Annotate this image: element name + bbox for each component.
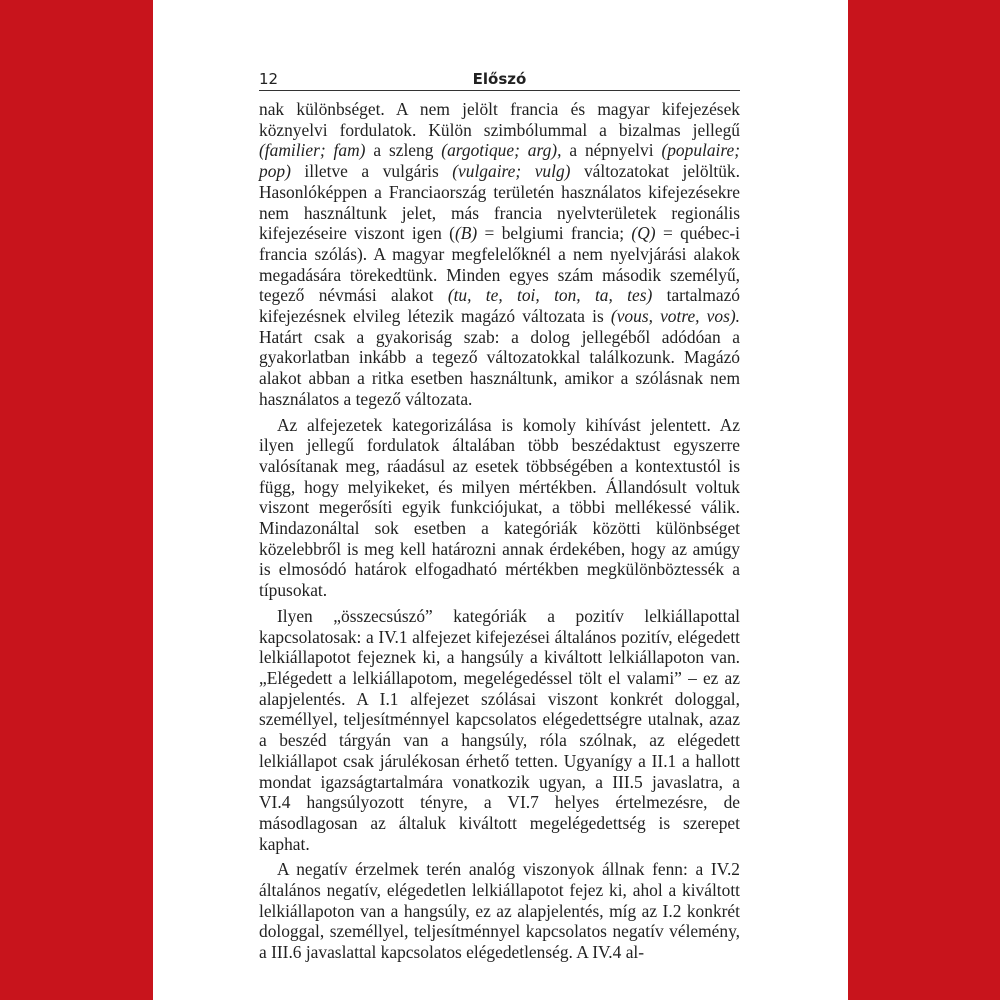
text-run: illetve a vulgáris	[290, 161, 453, 182]
right-red-band	[848, 0, 1000, 1000]
text-run: a szleng	[365, 140, 442, 161]
text-run: Ilyen „összecsúszó” kategóriák a pozitív lelkiállapottal kapcsolatosak: a IV.1 alfejezet kifejezései általános pozitív, elégedett lelkiállapotot fejeznek ki, a hangsúly a kiváltott lelkiállapoton van. „Elégedett a lelkiállapotom, megelégedéssel tölt el valami” – ez az alapjelentés. A I.1 alfejezet szólásai viszont konkrét dologgal, személlyel, teljesítménnyel kapcsolatos elégedettségre utalnak, azaz a beszéd tárgyán van a hangsúly, róla szólnak, az elégedett lelkiállapot csak járulékosan érhető tetten. Ugyanígy a II.1 a hallott mondat igazságtartalmára vonatkozik ugyan, a III.5 javaslatra, a VI.4 hangsúlyozott tényre, a VI.7 helyes értelmezésre, de másodlagosan az általuk kiváltott megelégedettség is szerepet kaphat.	[259, 605, 740, 854]
text-run: A negatív érzelmek terén analóg viszonyok állnak fenn: a IV.2 általános negatív, elégedetlen lelkiállapotot fejez ki, ahol a kiváltott lelkiállapoton van a hangsúly, ez az alapjelentés, míg az I.2 konkrét dologgal, személlyel, teljesítménnyel kapcsolatos negatív vélemény, a III.6 javaslattal kapcsolatos elégedetlenség. A IV.4 al-	[259, 859, 740, 963]
text-run: nak különbséget. A nem jelölt francia és magyar kifejezések köznyelvi fordulatok. Külön szimbólummal a bizalmas jellegű	[259, 99, 740, 140]
running-title: Előszó	[472, 70, 527, 88]
text-run: a népnyelvi	[561, 140, 662, 161]
paragraph-3	[259, 606, 740, 854]
text-run: = belgiumi francia;	[477, 223, 632, 244]
italic-text-run: (populaire; pop)	[259, 140, 741, 182]
italic-text-run: (argotique; arg),	[441, 140, 562, 161]
paragraph-2	[259, 415, 740, 601]
page-header	[259, 64, 740, 91]
italic-text-run: (Q)	[631, 223, 656, 244]
paragraph-1	[259, 99, 740, 410]
italic-text-run: (familier; fam)	[259, 140, 366, 161]
italic-text-run: (vous, votre, vos).	[610, 306, 740, 327]
text-run: = québec-i francia szólás). A magyar megfelelőknél a nem nyelvjárási alakok megadására törekedtünk. Minden egyes szám második személyű, tegező névmási alakot	[259, 223, 740, 306]
paragraph-4	[259, 859, 740, 963]
text-run: Határt csak a gyakoriság szab: a dolog jellegéből adódóan a gyakorlatban inkább a tegező változatokkal találkozunk. Magázó alakot abban a ritka esetben használtunk, amikor a szólásnak nem használatos a tegező változata.	[259, 326, 740, 409]
italic-text-run: (tu, te, toi, ton, ta, tes)	[447, 285, 653, 306]
italic-text-run: (B)	[454, 223, 478, 244]
italic-text-run: (vulgaire; vulg)	[452, 161, 571, 182]
page-body	[259, 99, 740, 963]
text-run: Az alfejezetek kategorizálása is komoly kihívást jelentett. Az ilyen jellegű fordulatok általában több beszédaktust egyszerre valósítanak meg, ráadásul az esetek többségében a kontextustól is függ, hogy melyikeket, és milyen mértékben. Állandósult voltuk viszont megerősíti egyik funkciójukat, a többi mellékessé válik. Mindazonáltal sok esetben a kategóriák közötti különbséget közelebbről is meg kell határozni annak érdekében, hogy az amúgy is elmosódó határok elfogadható mértékben megkülönböztessék a típusokat.	[259, 414, 740, 601]
book-page	[259, 64, 740, 963]
text-run: változatokat jelöltük. Hasonlóképpen a Franciaország területén használatos kifejezésekre nem használtunk jelet, más francia nyelvterületek regionális kifejezéseire viszont igen (	[259, 161, 740, 244]
page-number: 12	[259, 70, 279, 88]
left-red-band	[0, 0, 153, 1000]
text-run: tartalmazó kifejezésnek elvileg létezik magázó változata is	[259, 285, 740, 327]
